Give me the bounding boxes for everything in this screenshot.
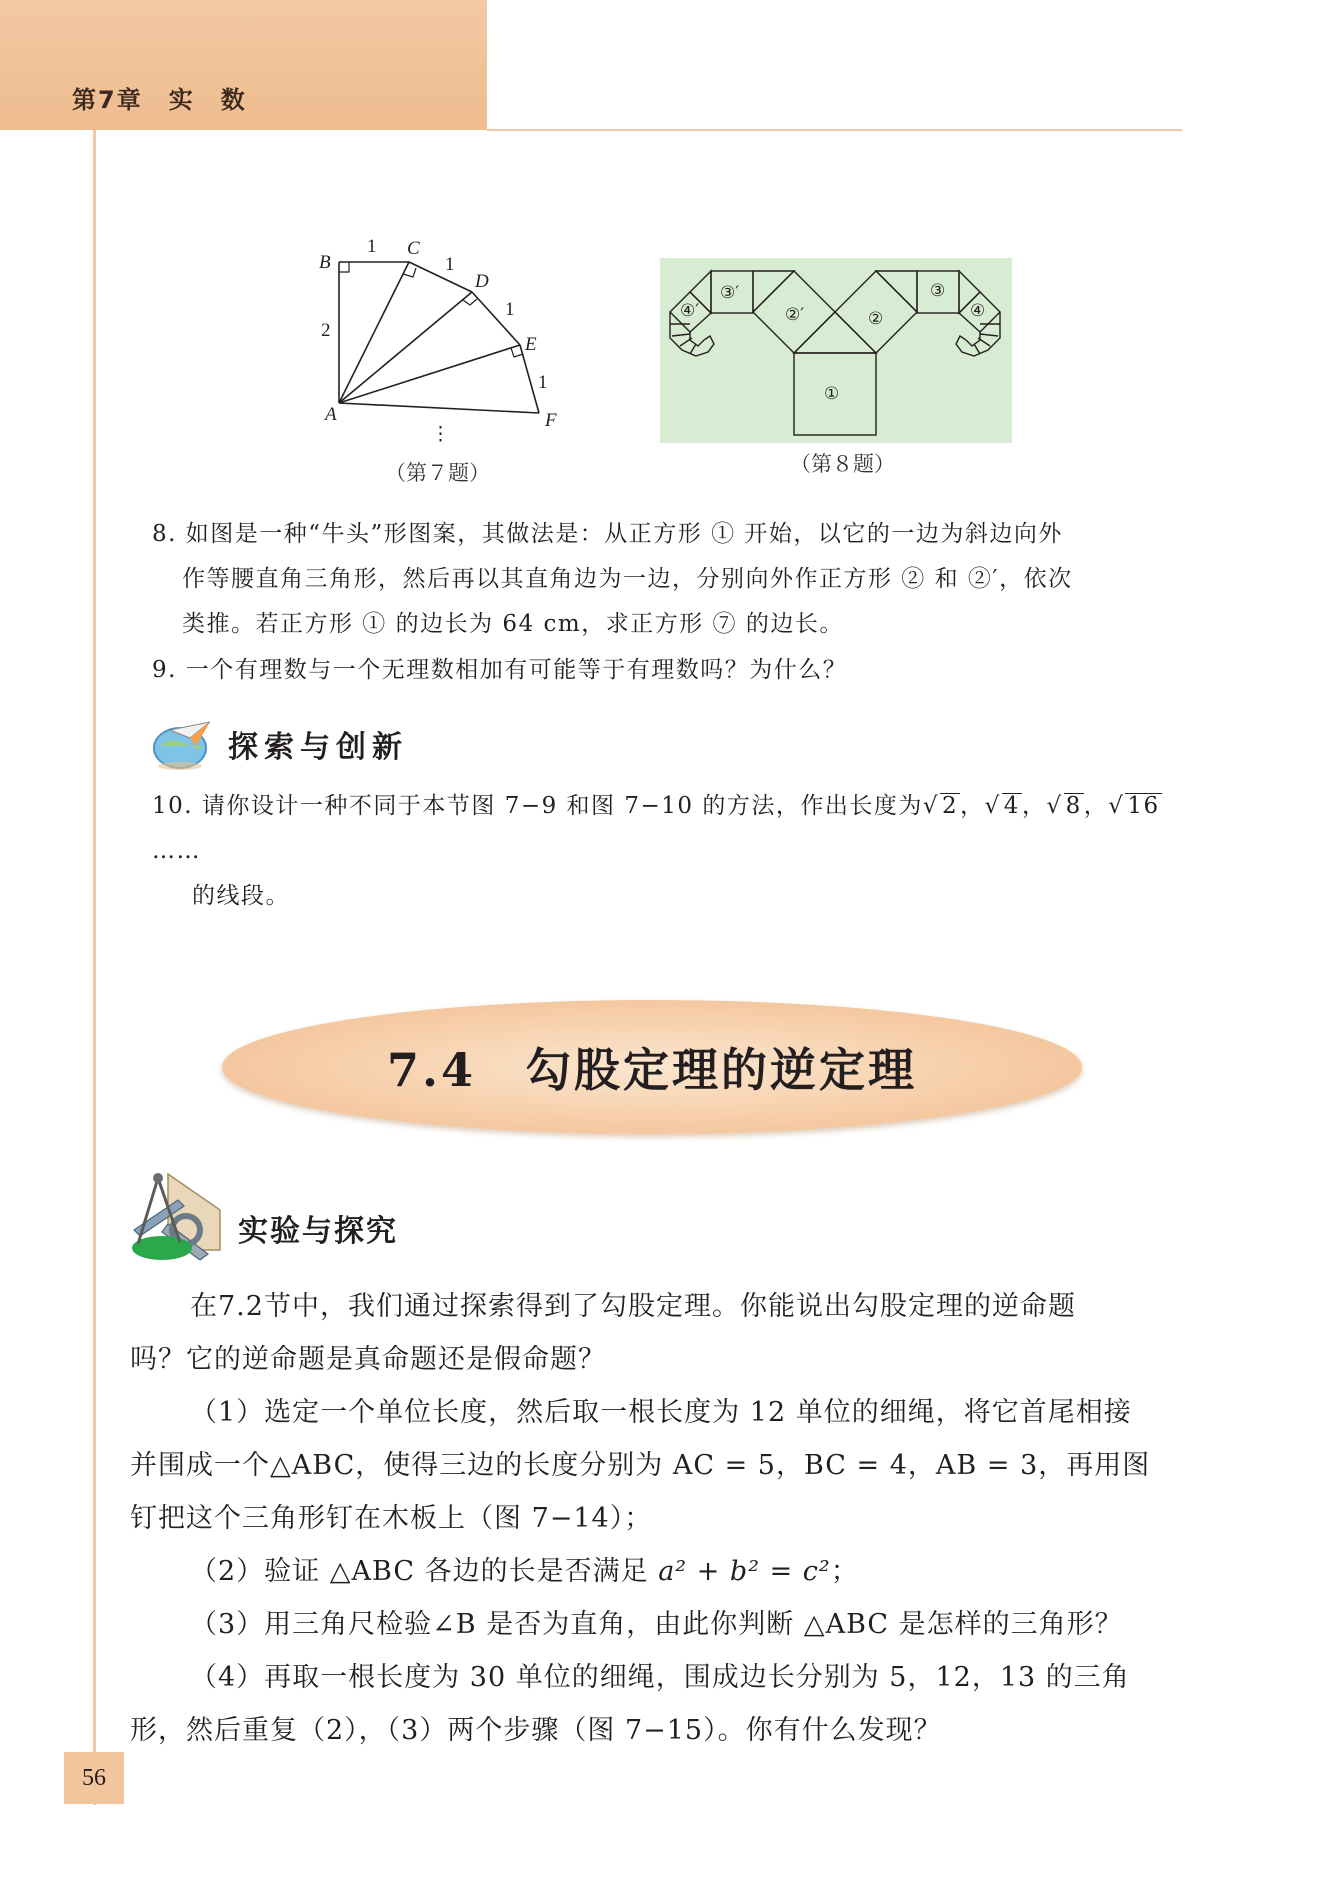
exercise-10-prefix: 10. 请你设计一种不同于本节图 7−9 和图 7−10 的方法，作出长度为 (152, 793, 923, 819)
radicand-16: 16 (1127, 793, 1160, 819)
margin-rule (93, 130, 96, 1805)
segment-cd (409, 262, 472, 292)
radicand-4: 4 (1003, 793, 1020, 819)
separator: ， (960, 793, 985, 819)
label-de-length: 1 (505, 299, 515, 320)
label-e: E (525, 334, 537, 355)
intro-line-2: 吗？它的逆命题是真命题还是假命题？ (130, 1344, 606, 1375)
label-square-2: ② (868, 309, 884, 329)
continuation-dots: ⋮ (431, 424, 450, 445)
label-bc-length: 1 (367, 236, 377, 257)
label-f: F (545, 410, 557, 431)
segment-ad (339, 292, 472, 403)
label-ab-length: 2 (321, 320, 331, 341)
experiment-intro (130, 1280, 1182, 1386)
label-square-3: ③ (930, 281, 946, 301)
step-4 (130, 1651, 1182, 1757)
separator: ， (1083, 793, 1109, 819)
compass-ruler-icon (128, 1170, 224, 1262)
exercise-10 (152, 784, 1182, 919)
step-3-line: （3）用三角尺检验∠B 是否为直角，由此你判断 △ABC 是怎样的三角形？ (190, 1609, 1123, 1640)
exercise-8-line-1: 8. 如图是一种“牛头”形图案，其做法是：从正方形 ① 开始，以它的一边为斜边向外 (152, 521, 1063, 547)
label-a: A (325, 404, 337, 425)
intro-line-1: 在7.2节中，我们通过探索得到了勾股定理。你能说出勾股定理的逆命题 (190, 1291, 1076, 1322)
step-2 (130, 1545, 1182, 1598)
exercise-8 (152, 512, 1182, 647)
sqrt-sign: √ (922, 793, 939, 819)
page-number: 56 (64, 1752, 124, 1804)
step-1-line-1: （1）选定一个单位长度，然后取一根长度为 12 单位的细绳，将它首尾相接 (190, 1397, 1132, 1428)
header-rule (487, 129, 1182, 131)
label-ef-length: 1 (538, 372, 548, 393)
exercise-10-line-2: 的线段。 (192, 883, 290, 909)
exercise-8-line-3: 类推。若正方形 ① 的边长为 64 cm，求正方形 ⑦ 的边长。 (182, 611, 844, 637)
exercise-8-line-2: 作等腰直角三角形，然后再以其直角边为一边，分别向外作正方形 ② 和 ②′，依次 (182, 566, 1073, 592)
figure-8-caption: （第８题） (790, 452, 895, 476)
sqrt-sign: √ (984, 793, 1001, 819)
step-1-line-2: 并围成一个△ABC，使得三边的长度分别为 AC = 5，BC = 4，AB = 3，再用图 (130, 1450, 1151, 1481)
sqrt-sign: √ (1046, 793, 1063, 819)
right-angle-d (463, 299, 477, 305)
ellipsis: …… (152, 838, 201, 864)
segment-ac (339, 262, 409, 403)
separator: ， (1021, 793, 1047, 819)
label-d: D (475, 271, 489, 292)
label-square-4: ④ (970, 301, 986, 321)
label-square-3-prime: ③′ (720, 283, 740, 303)
right-angle-b (339, 262, 349, 272)
label-b: B (319, 252, 331, 273)
exercise-10-line-1 (152, 784, 1182, 874)
globe-airplane-icon (150, 716, 216, 772)
sqrt-sign: √ (1108, 793, 1125, 819)
section-title: 7.4 勾股定理的逆定理 (386, 1043, 918, 1097)
step-4-line-1: （4）再取一根长度为 30 单位的细绳，围成边长分别为 5，12，13 的三角 (190, 1662, 1130, 1693)
explore-section-title: 探索与创新 (228, 730, 408, 765)
step-3 (130, 1598, 1182, 1651)
radicand-2: 2 (942, 793, 959, 819)
label-cd-length: 1 (445, 254, 455, 275)
segment-ae (339, 345, 520, 403)
radicand-8: 8 (1065, 793, 1082, 819)
segment-ef (520, 345, 539, 413)
step-1-line-3: 钉把这个三角形钉在木板上（图 7−14）； (130, 1503, 653, 1534)
exercise-9: 9. 一个有理数与一个无理数相加有可能等于有理数吗？为什么？ (152, 657, 848, 683)
label-c: C (407, 238, 420, 259)
step-2-suffix: ； (830, 1556, 859, 1587)
figure-8 (660, 258, 1012, 443)
step-4-line-2: 形，然后重复（2），（3）两个步骤（图 7−15）。你有什么发现？ (130, 1715, 942, 1746)
label-square-4-prime: ④′ (680, 301, 700, 321)
label-square-2-prime: ②′ (785, 305, 805, 325)
step-1 (130, 1386, 1182, 1545)
step-2-formula: a² + b² = c² (658, 1556, 831, 1587)
figure-7-caption: （第７题） (385, 461, 490, 485)
segment-af (339, 403, 539, 413)
experiment-section-title: 实验与探究 (238, 1214, 398, 1249)
label-square-1: ① (824, 384, 840, 404)
chapter-title: 第7章 实 数 (72, 86, 247, 114)
figure-7 (305, 230, 575, 460)
step-2-text: （2）验证 △ABC 各边的长是否满足 (190, 1556, 659, 1587)
